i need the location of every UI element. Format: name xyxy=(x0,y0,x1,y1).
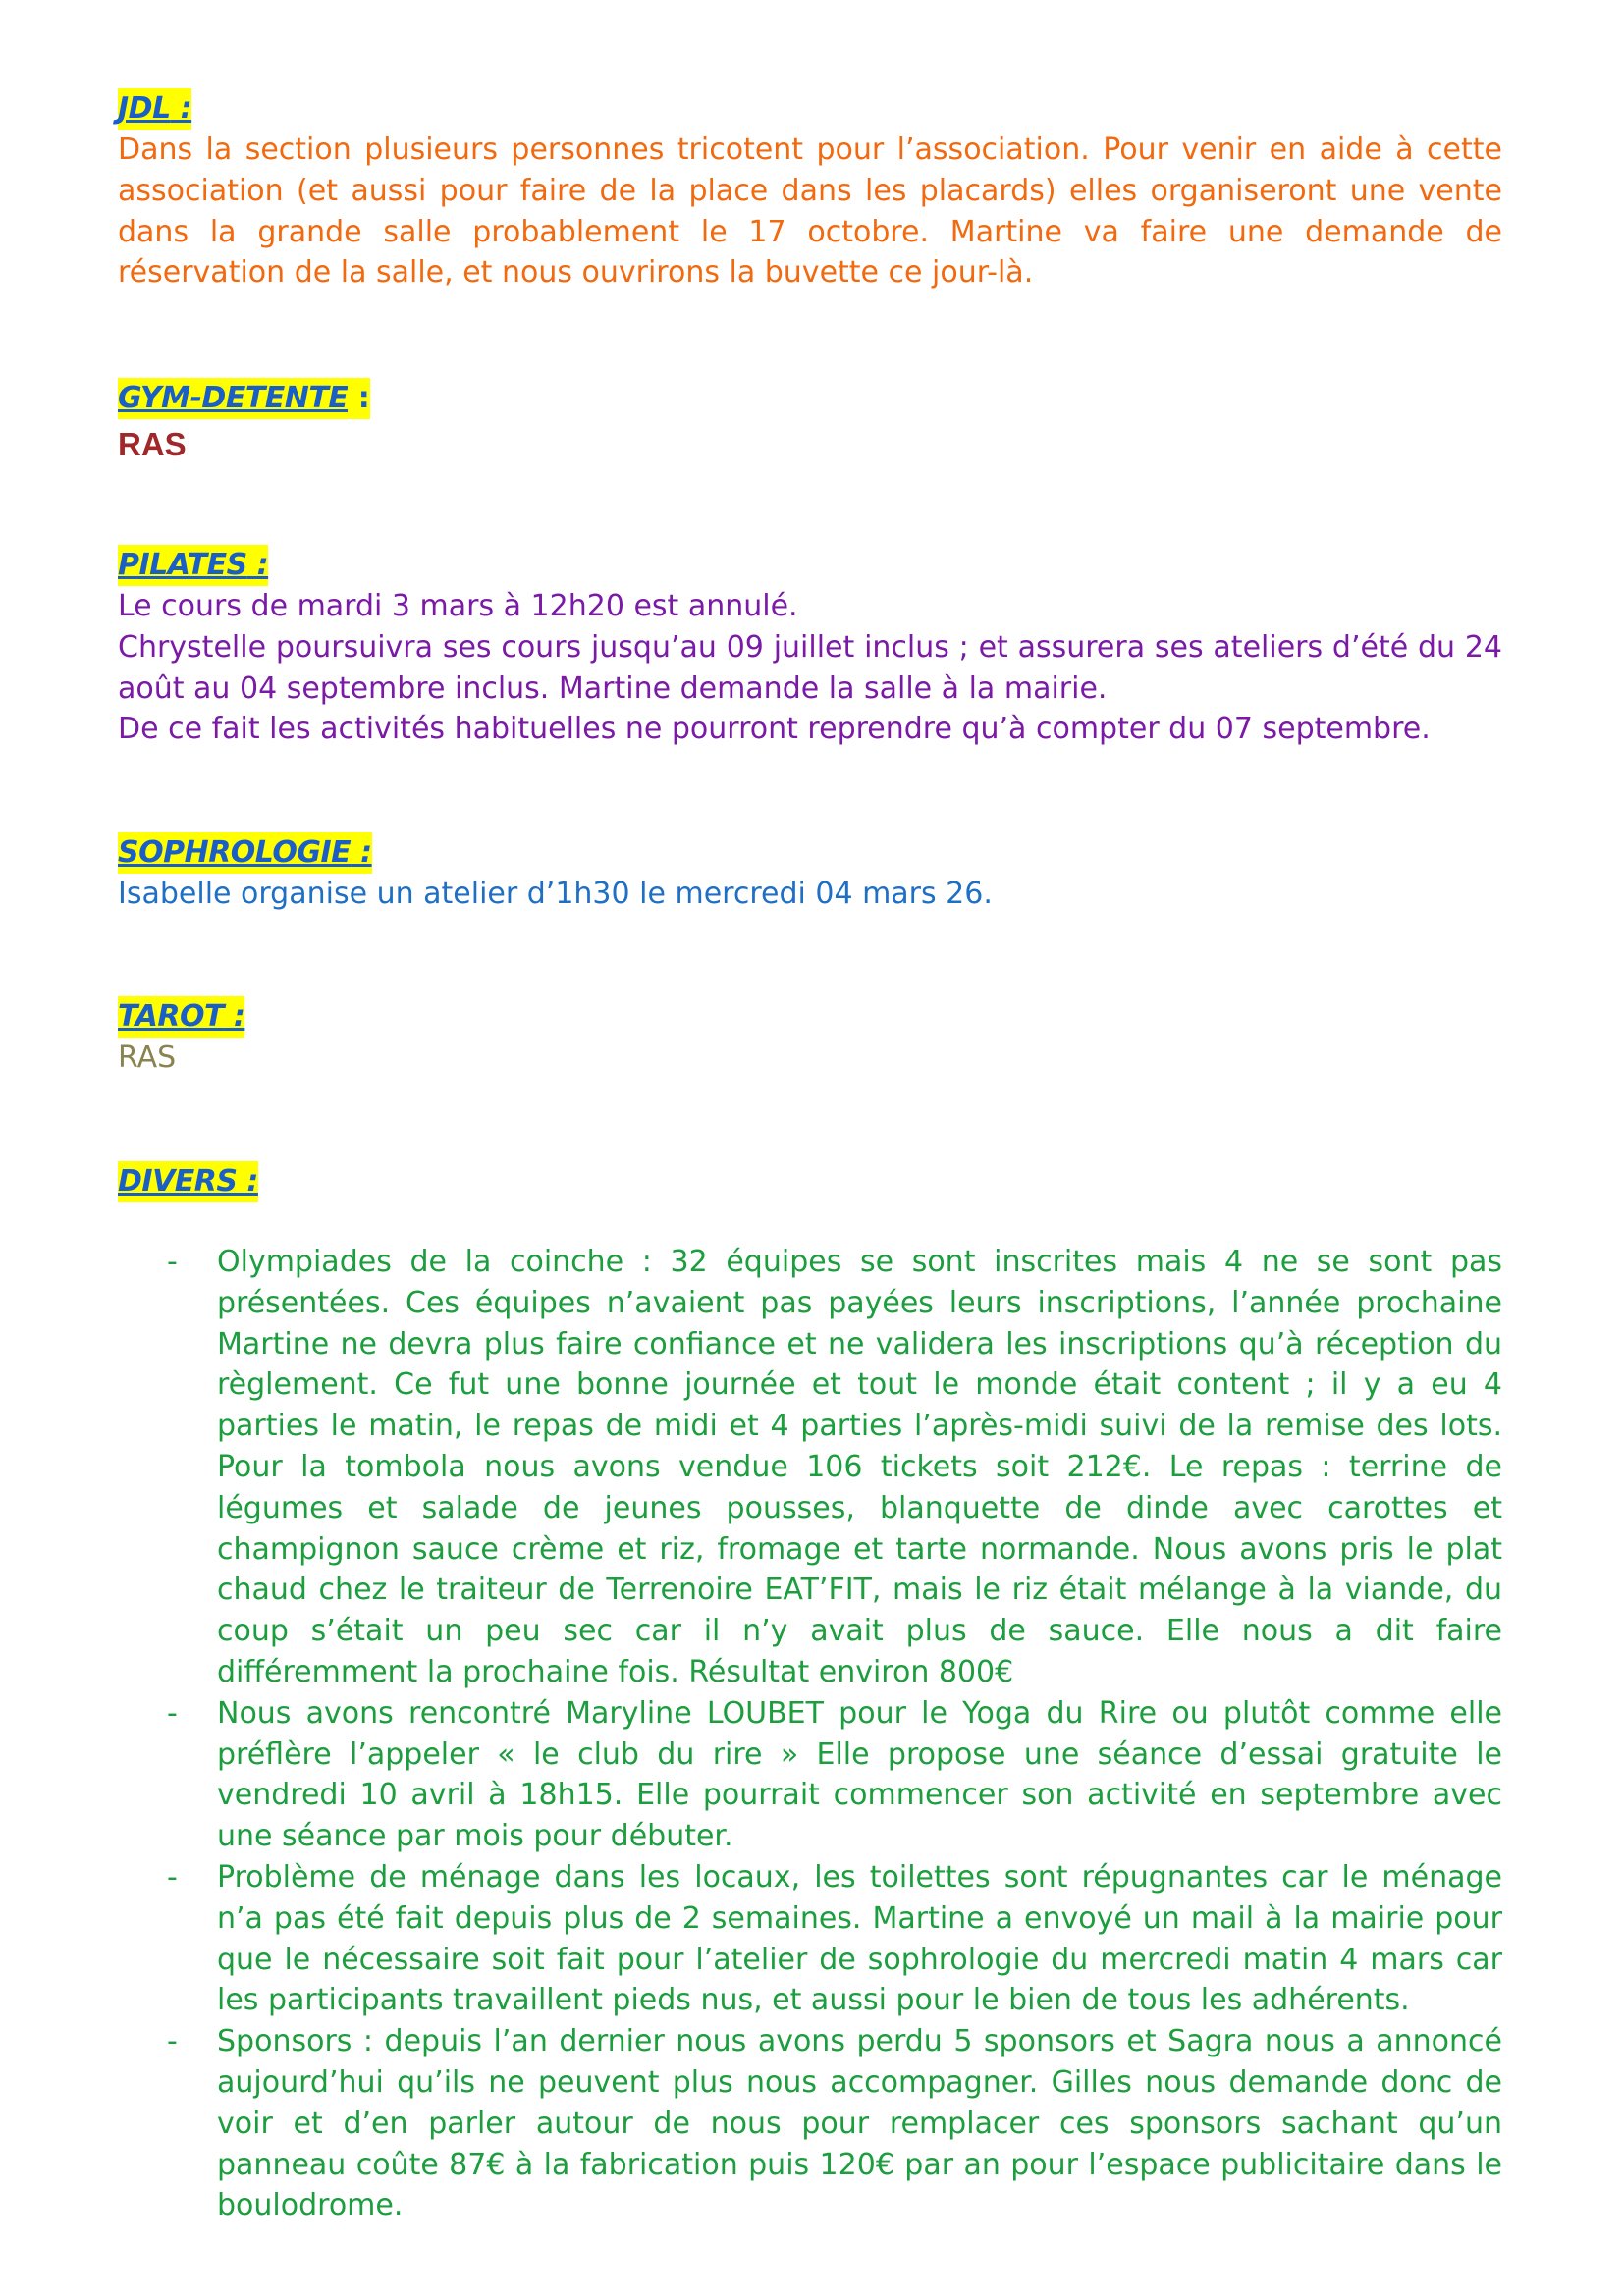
heading-gym-colon: : xyxy=(348,378,369,419)
section-gym-detente xyxy=(118,378,1502,466)
heading-tarot-label: TAROT xyxy=(118,999,224,1034)
heading-tarot: TAROT : xyxy=(118,996,244,1038)
pilates-line-3: De ce fait les activités habituelles ne pourront reprendre qu’à compter du 07 septembre. xyxy=(118,712,1431,747)
heading-sophrologie: SOPHROLOGIE : xyxy=(118,832,372,874)
heading-gym-row xyxy=(118,378,1502,423)
section-jdl xyxy=(118,88,1502,294)
divers-item-2: Nous avons rencontré Maryline LOUBET pour le Yoga du Rire ou plutôt comme elle préflère l’appeler « le club du rire » Elle propose une séance d’essai gratuite le vendredi 10 avril à 18h15. Elle pourrait commencer son activité en septembre avec une séance par mois pour débuter. xyxy=(217,1695,1502,1854)
list-item xyxy=(118,1857,1502,2021)
pilates-line-1: Le cours de mardi 3 mars à 12h20 est annulé. xyxy=(118,589,798,623)
section-sophrologie xyxy=(118,832,1502,915)
section-divers xyxy=(118,1161,1502,2226)
section-tarot xyxy=(118,996,1502,1079)
heading-divers-label: DIVERS xyxy=(118,1164,238,1199)
bullet-dash: - xyxy=(167,1695,178,1731)
section-pilates xyxy=(118,545,1502,750)
heading-sophrologie-label: SOPHROLOGIE xyxy=(118,835,352,870)
divers-list xyxy=(118,1242,1502,2226)
heading-jdl: JDL : xyxy=(118,88,191,130)
bullet-dash: - xyxy=(167,1245,178,1279)
heading-pilates-label: PILATES xyxy=(118,548,247,582)
heading-jdl-label: JDL xyxy=(118,91,171,126)
tarot-text: RAS xyxy=(118,1041,177,1075)
heading-pilates: PILATES : xyxy=(118,545,268,586)
divers-item-1: Olympiades de la coinche : 32 équipes se sont inscrites mais 4 ne se sont pas présentées. Ces équipes n’avaient pas payées leurs inscriptions, l’année prochaine Martine ne devra plus faire confiance et ne validera les inscriptions qu’à réception du règlement. Ce fut une bonne journée et tout le monde était content ; il y a eu 4 parties le matin, le repas de midi et 4 parties l’après-midi suivi de la remise des lots. Pour la tombola nous avons vendue 106 tickets soit 212€. Le repas : terrine de légumes et salade de jeunes pousses, blanquette de dinde avec carottes et champignon sauce crème et riz, fromage et tarte normande. Nous avons pris le plat chaud chez le traiteur de Terrenoire EAT’FIT, mais le riz était mélange à la viande, du coup s’était un peu sec car il n’y avait plus de sauce. Elle nous a dit faire différemment la prochaine fois. Résultat environ 800€ xyxy=(217,1245,1502,1689)
divers-item-3: Problème de ménage dans les locaux, les toilettes sont répugnantes car le ménage n’a pas été fait depuis plus de 2 semaines. Martine a envoyé un mail à la mairie pour que le nécessaire soit fait pour l’atelier de sophrologie du mercredi matin 4 mars car les participants travaillent pieds nus, et aussi pour le bien de tous les adhérents. xyxy=(217,1859,1502,2018)
heading-gym-detente: GYM-DETENTE xyxy=(118,378,348,419)
gym-text: RAS xyxy=(118,426,187,462)
divers-item-4: Sponsors : depuis l’an dernier nous avons perdu 5 sponsors et Sagra nous a annoncé aujourd’hui qu’ils ne peuvent plus nous accompagner. Gilles nous demande donc de voir et d’en parler autour de nous pour remplacer ces sponsors sachant qu’un panneau coûte 87€ à la fabrication puis 120€ par an pour l’espace publicitaire dans le boulodrome. xyxy=(217,2024,1502,2223)
heading-divers: DIVERS : xyxy=(118,1161,258,1202)
jdl-text: Dans la section plusieurs personnes tricotent pour l’association. Pour venir en aide à cette association (et aussi pour faire de la place dans les placards) elles organiseront une vente dans la grande salle probablement le 17 octobre. Martine va faire une demande de réservation de la salle, et nous ouvrirons la buvette ce jour-là. xyxy=(118,133,1502,291)
bullet-dash: - xyxy=(167,1859,178,1895)
pilates-line-2: Chrystelle poursuivra ses cours jusqu’au 09 juillet inclus ; et assurera ses ateliers d’été du 24 août au 04 septembre inclus. Martine demande la salle à la mairie. xyxy=(118,629,1502,706)
sophrologie-text: Isabelle organise un atelier d’1h30 le mercredi 04 mars 26. xyxy=(118,877,993,911)
list-item xyxy=(118,1693,1502,1857)
bullet-dash: - xyxy=(167,2024,178,2059)
list-item xyxy=(118,1242,1502,1693)
list-item xyxy=(118,2021,1502,2226)
